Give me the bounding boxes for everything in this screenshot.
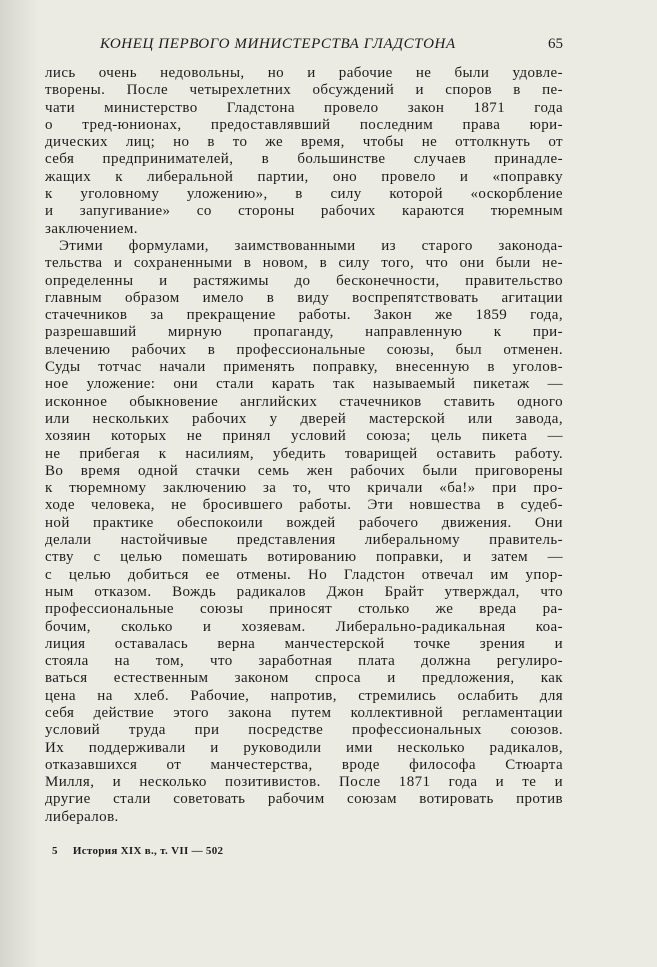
text-line: бочим, сколько и хозяевам. Либерально-радикальная коа- xyxy=(45,618,563,635)
footer-signature xyxy=(52,845,223,857)
text-line: стояла на том, что заработная плата должна регулиро- xyxy=(45,653,563,670)
text-line: Их поддерживали и руководили ими несколько радикалов, xyxy=(45,739,563,756)
text-line: профессиональные союзы приносят столько же вреда ра- xyxy=(45,601,563,618)
text-line: стачечников за прекращение работы. Закон же 1859 года, xyxy=(45,307,563,324)
text-line: к уголовному уложению», в силу которой «оскорбление xyxy=(45,186,563,203)
page-number: 65 xyxy=(548,36,563,52)
text-line: лись очень недовольны, но и рабочие не были удовле- xyxy=(45,65,563,81)
text-line: ваться естественным законом спроса и предложения, как xyxy=(45,670,563,687)
text-line: главным образом имело в виду воспрепятствовать агитации xyxy=(45,289,563,306)
running-title: КОНЕЦ ПЕРВОГО МИНИСТЕРСТВА ГЛАДСТОНА xyxy=(100,36,456,52)
text-line: Милля, и несколько позитивистов. После 1871 года и те и xyxy=(45,774,563,791)
text-line: Этими формулами, заимствованными из старого законода- xyxy=(59,237,563,254)
text-line: дических лиц; но в то же время, чтобы не оттолкнуть от xyxy=(45,134,563,151)
text-line: лиция оставалась верна манчестерской точке зрения и xyxy=(45,635,563,652)
text-line: определенны и растяжимы до бесконечности, правительство xyxy=(45,272,563,289)
page-body xyxy=(45,65,563,826)
text-line: себя предпринимателей, в большинстве случаев принадле- xyxy=(45,151,563,168)
text-line: влечению рабочих в профессиональные союзы, был отменен. xyxy=(45,341,563,358)
text-line: отказавшихся от манчестерства, вроде философа Стюарта xyxy=(45,756,563,773)
text-line: условий труда при посредстве профессиональных союзов. xyxy=(45,722,563,739)
text-line: о тред-юнионах, предоставлявший последним права юри- xyxy=(45,116,563,133)
text-line: жащих к либеральной партии, оно провело и «поправку xyxy=(45,168,563,185)
text-line: и запугивание» со стороны рабочих караются тюремным xyxy=(45,203,563,220)
text-line: делали настойчивые представления либеральному правитель- xyxy=(45,532,563,549)
text-line: ное уложение: они стали карать так называемый пикетаж — xyxy=(45,376,563,393)
text-line: творены. После четырехлетних обсуждений и споров в пе- xyxy=(45,82,563,99)
text-line: исконное обыкновение английских стачечников ставить одного xyxy=(45,393,563,410)
page-gutter-shadow xyxy=(0,0,40,967)
signature-number: 5 xyxy=(52,845,58,857)
running-header xyxy=(100,36,563,56)
text-line: другие стали советовать рабочим союзам вотировать против xyxy=(45,791,563,808)
text-line: чати министерство Гладстона провело закон 1871 года xyxy=(45,99,563,116)
text-line: хозяин которых не принял условий союза; цель пикета — xyxy=(45,428,563,445)
text-line: с целью добиться ее отмены. Но Гладстон отвечал им упор- xyxy=(45,566,563,583)
text-line: не прибегая к насилиям, убедить товарищей оставить работу. xyxy=(45,445,563,462)
signature-text: История XIX в., т. VII — 502 xyxy=(72,845,224,857)
text-line: Суды тотчас начали применять поправку, внесенную в уголов- xyxy=(45,359,563,376)
text-line: заключением. xyxy=(45,220,138,237)
text-line: тельства и сохраненными в новом, в силу того, что они были не- xyxy=(45,255,563,272)
text-line: разрешавший мирную пропаганду, направленную к при- xyxy=(45,324,563,341)
text-line: или нескольких рабочих у дверей мастерской или завода, xyxy=(45,410,563,427)
text-line: Во время одной стачки семь жен рабочих были приговорены xyxy=(45,462,563,479)
text-line: цена на хлеб. Рабочие, напротив, стремились ослабить для xyxy=(45,687,563,704)
text-line: ным отказом. Вождь радикалов Джон Брайт утверждал, что xyxy=(45,583,563,600)
text-line: ству с целью помешать вотированию поправки, и затем — xyxy=(45,549,563,566)
text-line: к тюремному заключению за то, что кричали «ба!» при про- xyxy=(45,480,563,497)
text-line: себя действие этого закона путем коллективной регламентации xyxy=(45,704,563,721)
text-line: ходе человека, не бросившего работы. Эти новшества в судеб- xyxy=(45,497,563,514)
text-line: либералов. xyxy=(45,808,119,825)
text-line: ной практике обеспокоили вождей рабочего движения. Они xyxy=(45,514,563,531)
